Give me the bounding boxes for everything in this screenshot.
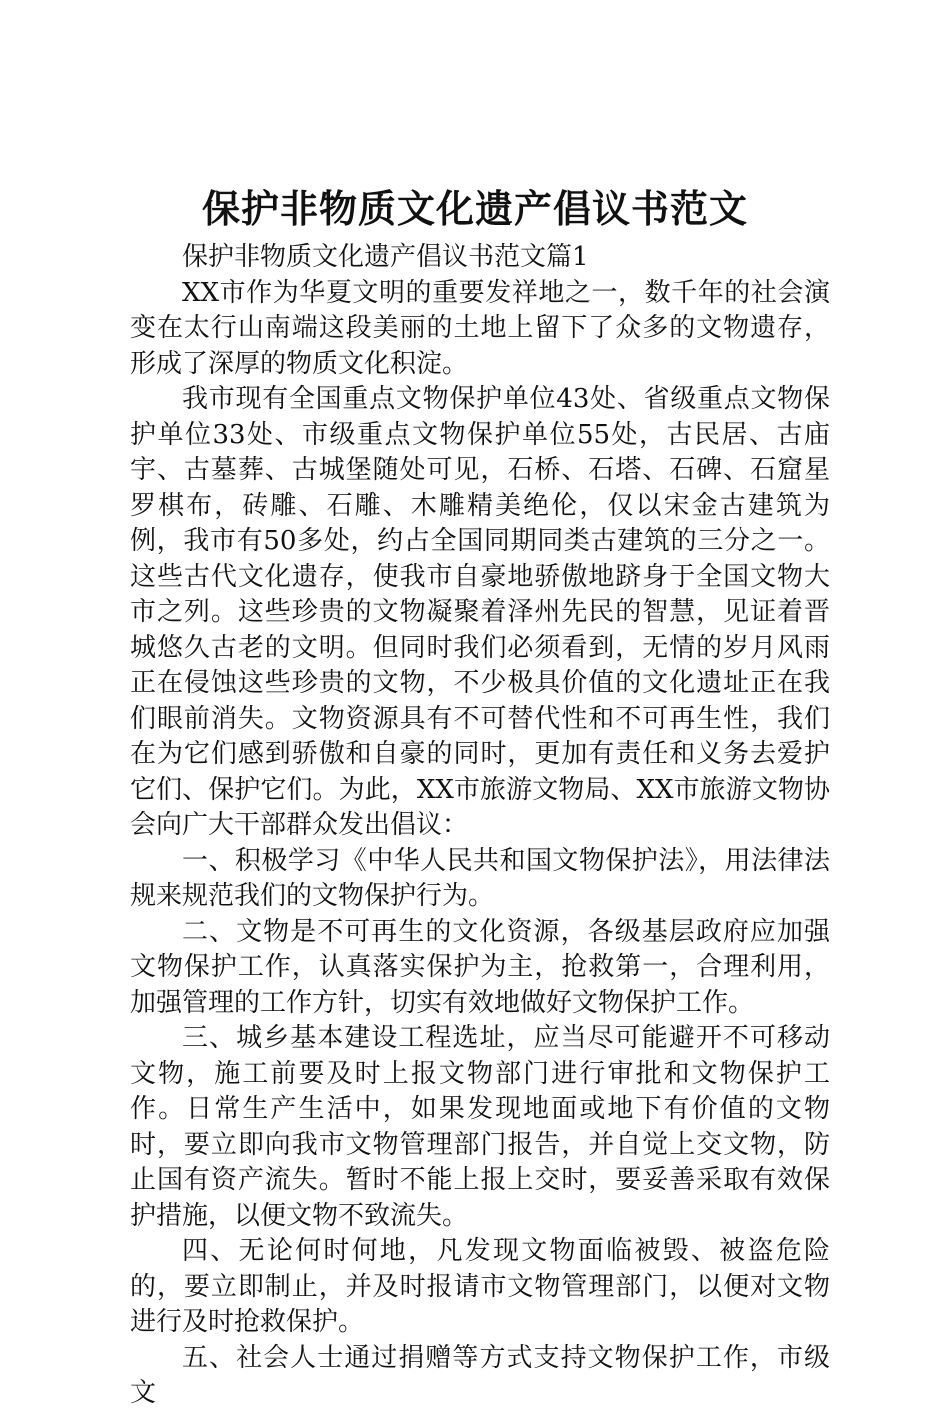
section-heading: 保护非物质文化遗产倡议书范文篇1 [182, 242, 589, 272]
document-title: 保护非物质文化遗产倡议书范文 [201, 186, 748, 231]
paragraph: XX市作为华夏文明的重要发祥地之一，数千年的社会演变在太行山南端这段美丽的土地上留下了众多的文物遗存，形成了深厚的物质文化积淀。 [130, 277, 830, 379]
paragraph: 一、积极学习《中华人民共和国文物保护法》，用法律法规来规范我们的文物保护行为。 [130, 845, 830, 911]
paragraph: 三、城乡基本建设工程选址，应当尽可能避开不可移动文物，施工前要及时上报文物部门进行审批和文物保护工作。日常生产生活中，如果发现地面或地下有价值的文物时，要立即向我市文物管理部门报告，并自觉上交文物，防止国有资产流失。暂时不能上报上交时，要妥善采取有效保护措施，以便文物不致流失。 [130, 1023, 830, 1231]
paragraph: 五、社会人士通过捐赠等方式支持文物保护工作，市级文 [130, 1342, 830, 1408]
paragraph: 四、无论何时何地，凡发现文物面临被毁、被盗危险的，要立即制止，并及时报请市文物管理部门，以便对文物进行及时抢救保护。 [130, 1236, 830, 1337]
paragraph: 我市现有全国重点文物保护单位43处、省级重点文物保护单位33处、市级重点文物保护单位55处，古民居、古庙宇、古墓葬、古城堡随处可见，石桥、石塔、石碑、石窟星罗棋布，砖雕、石雕、木雕精美绝伦，仅以宋金古建筑为例，我市有50多处，约占全国同期同类古建筑的三分之一。这些古代文化遗存，使我市自豪地骄傲地跻身于全国文物大市之列。这些珍贵的文物凝聚着泽州先民的智慧，见证着晋城悠久古老的文明。但同时我们必须看到，无情的岁月风雨正在侵蚀这些珍贵的文物，不少极具价值的文化遗址正在我们眼前消失。文物资源具有不可替代性和不可再生性，我们在为它们感到骄傲和自豪的同时，更加有责任和义务去爱护它们、保护它们。为此，XX市旅游文物局、XX市旅游文物协会向广大干部群众发出倡议： [130, 384, 830, 840]
document-body [130, 240, 830, 1412]
paragraph: 二、文物是不可再生的文化资源，各级基层政府应加强文物保护工作，认真落实保护为主，抢救第一，合理利用，加强管理的工作方针，切实有效地做好文物保护工作。 [130, 916, 830, 1018]
